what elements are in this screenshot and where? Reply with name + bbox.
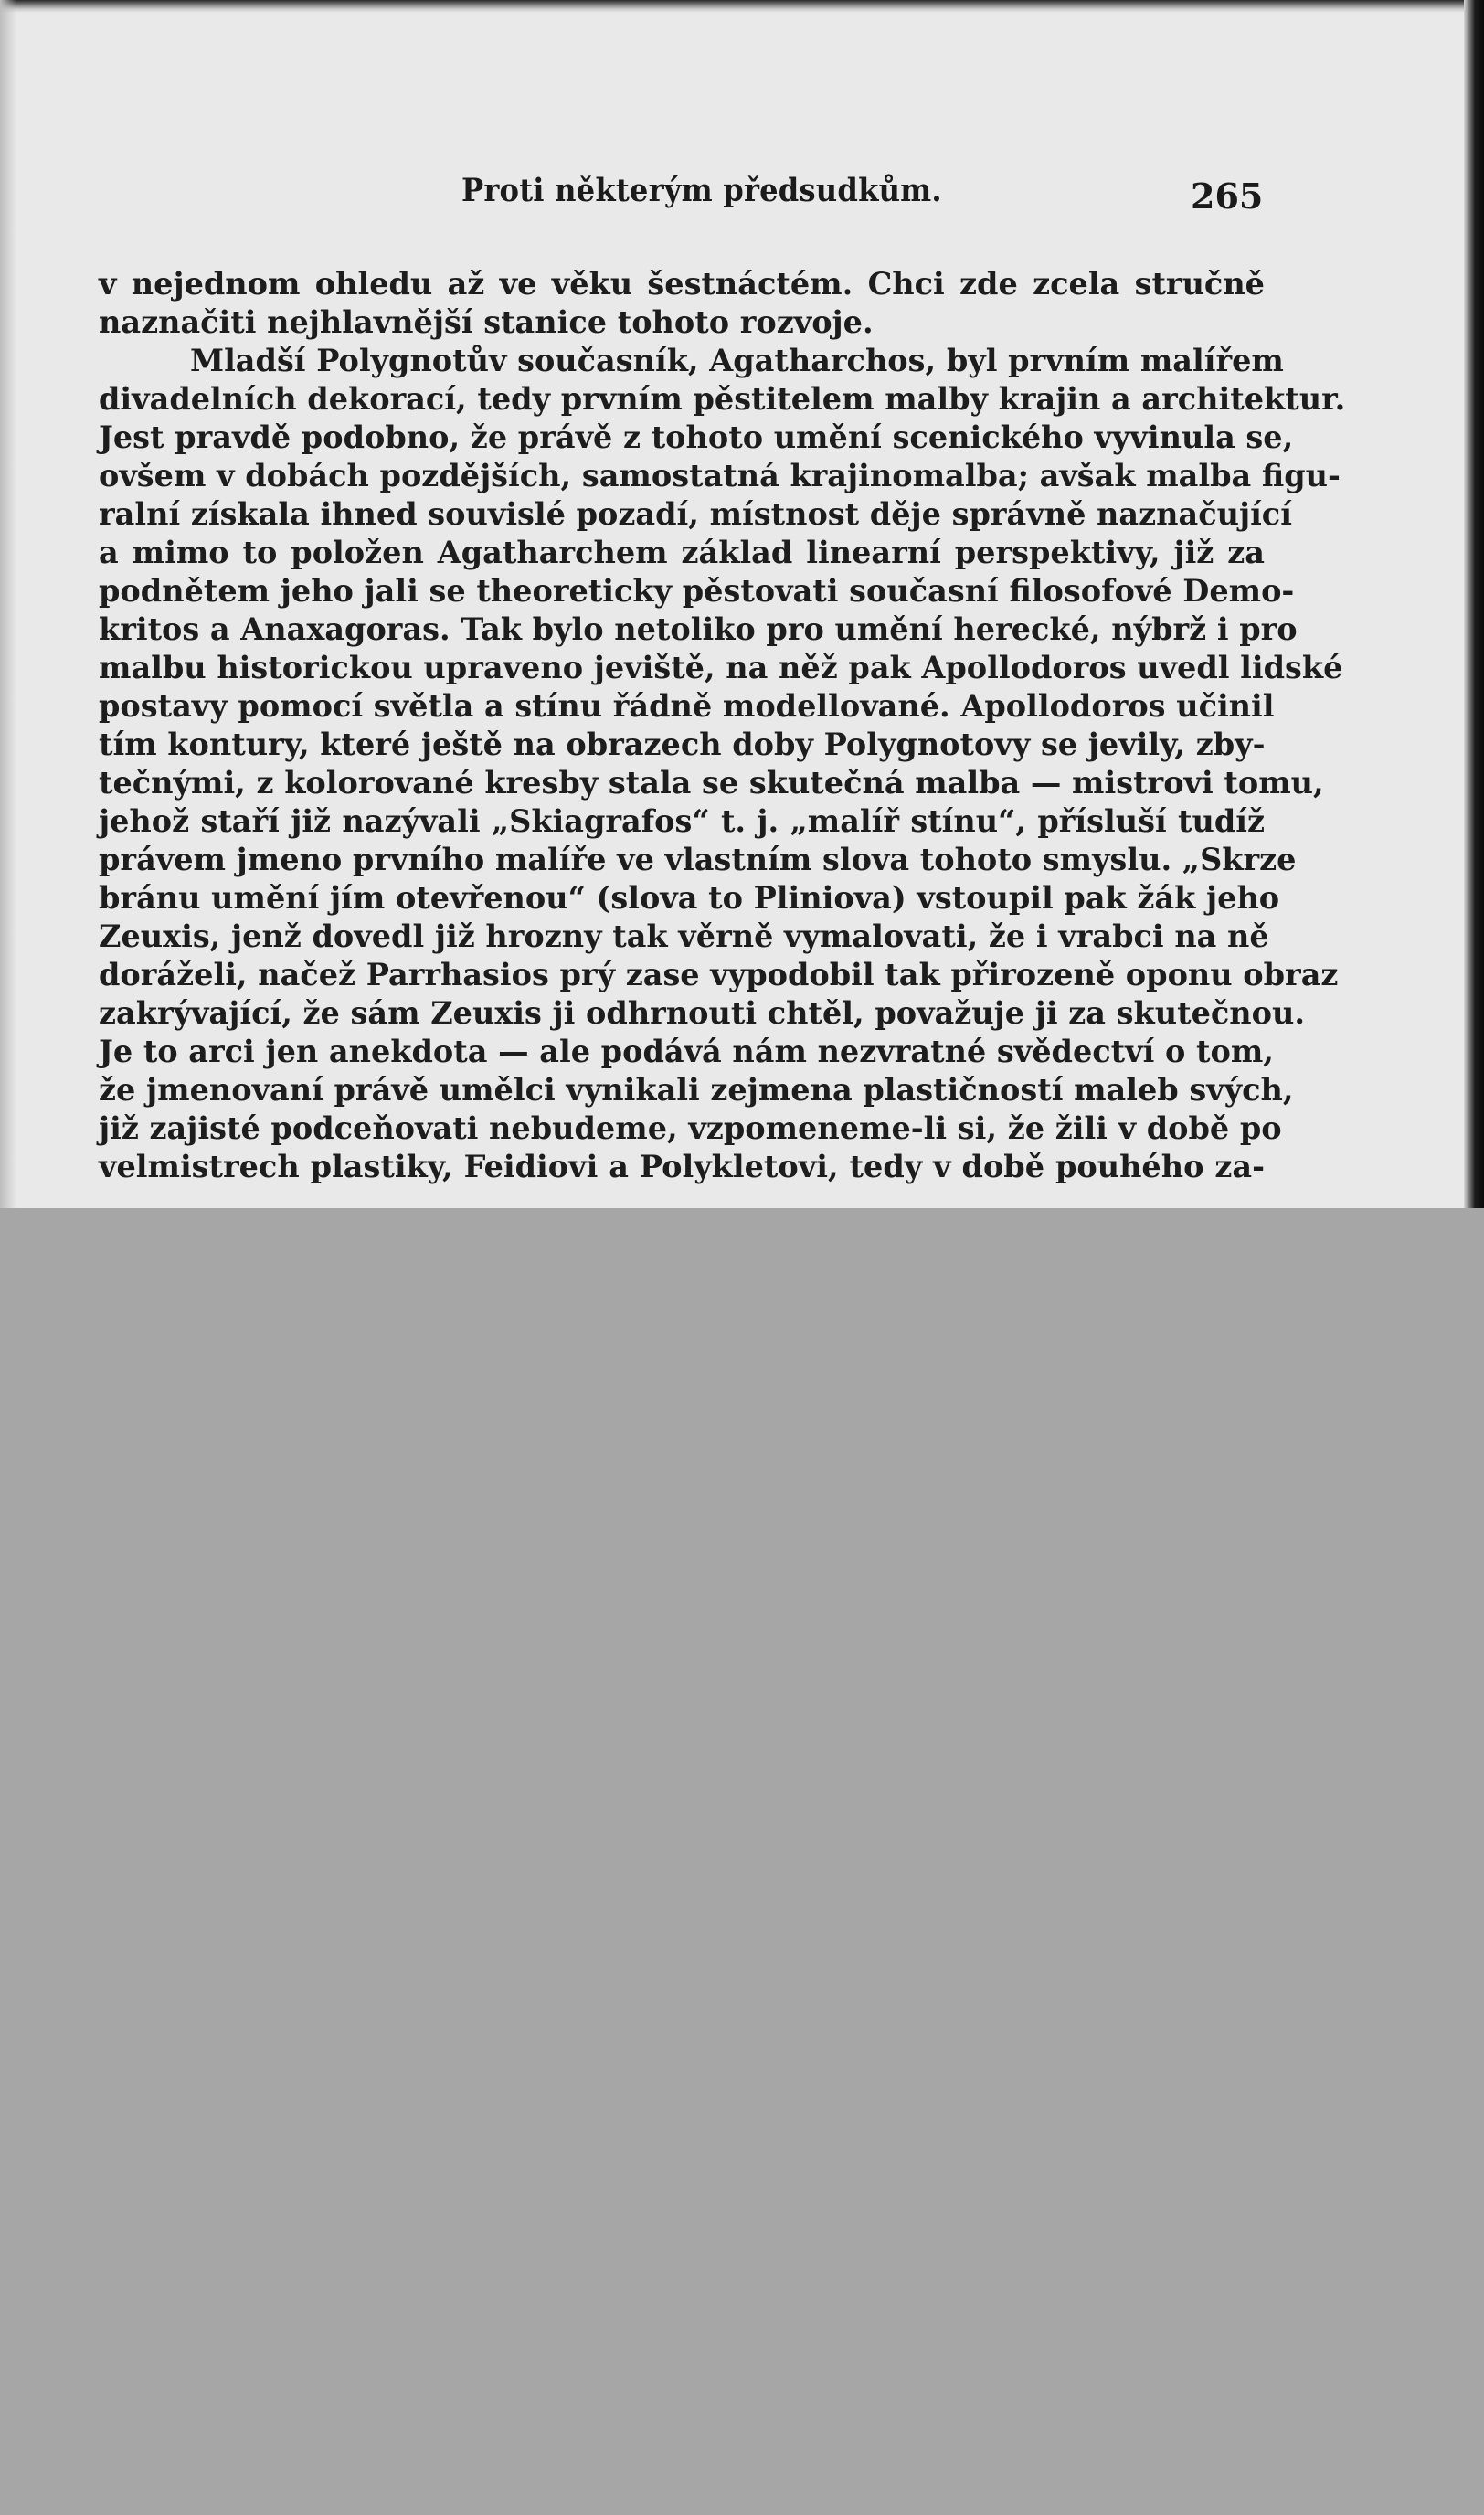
text-line: a mimo to položen Agatharchem základ linearní perspektivy, již za: [99, 535, 1265, 570]
text-line: malbu historickou upraveno jeviště, na něž pak Apollodoros uvedl lidské: [99, 650, 1343, 685]
text-line: ralní získala ihned souvislé pozadí, místnost děje správně naznačující: [99, 496, 1292, 532]
text-line: Jest pravdě podobno, že právě z tohoto umění scenického vyvinula se,: [99, 419, 1294, 455]
text-line: divadelních dekorací, tedy prvním pěstitelem malby krajin a architektur.: [99, 381, 1346, 417]
text-line: Mladší Polygnotův současník, Agatharchos, byl prvním malířem: [190, 343, 1284, 378]
text-line: již zajisté podceňovati nebudeme, vzpomeneme-li si, že žili v době po: [99, 1110, 1282, 1146]
page-number: 265: [1191, 175, 1264, 217]
text-line: jehož staří již nazývali „Skiagrafos“ t. j. „malíř stínu“, přísluší tudíž: [99, 803, 1265, 839]
text-line: Je to arci jen anekdota — ale podává nám nezvratné svědectví o tom,: [99, 1034, 1274, 1069]
text-line: Zeuxis, jenž dovedl již hrozny tak věrně vymalovati, že i vrabci na ně: [99, 918, 1269, 954]
text-line: postavy pomocí světla a stínu řádně modellované. Apollodoros učinil: [99, 688, 1275, 724]
text-line: v nejednom ohledu až ve věku šestnáctém. Chci zde zcela stručně: [99, 266, 1265, 302]
text-line: že jmenovaní právě umělci vynikali zejmena plastičností maleb svých,: [99, 1072, 1294, 1108]
text-line: kritos a Anaxagoras. Tak bylo netoliko pro umění herecké, nýbrž i pro: [99, 611, 1298, 647]
text-line: podnětem jeho jali se theoreticky pěstovati současní filosofové Demo-: [99, 573, 1295, 609]
text-line: doráželi, načež Parrhasios prý zase vypodobil tak přirozeně oponu obraz: [99, 957, 1339, 992]
text-line: bránu umění jím otevřenou“ (slova to Pliniova) vstoupil pak žák jeho: [99, 880, 1280, 916]
page-right-edge: [1464, 0, 1484, 1208]
running-head: Proti některým předsudkům.: [461, 172, 942, 209]
text-line: naznačiti nejhlavnější stanice tohoto rozvoje.: [99, 304, 874, 340]
scanned-page: [0, 0, 1484, 1208]
page-left-shadow: [0, 0, 16, 1208]
page-top-edge: [0, 0, 1484, 13]
text-line: velmistrech plastiky, Feidiovi a Polykletovi, tedy v době pouhého za-: [99, 1149, 1265, 1184]
text-line: zakrývající, že sám Zeuxis ji odhrnouti chtěl, považuje ji za skutečnou.: [99, 995, 1305, 1031]
text-line: právem jmeno prvního malíře ve vlastním slova tohoto smyslu. „Skrze: [99, 842, 1297, 877]
text-line: tečnými, z kolorované kresby stala se skutečná malba — mistrovi tomu,: [99, 765, 1324, 801]
text-line: tím kontury, které ještě na obrazech doby Polygnotovy se jevily, zby-: [99, 727, 1266, 762]
text-line: ovšem v dobách pozdějších, samostatná krajinomalba; avšak malba figu-: [99, 458, 1341, 493]
